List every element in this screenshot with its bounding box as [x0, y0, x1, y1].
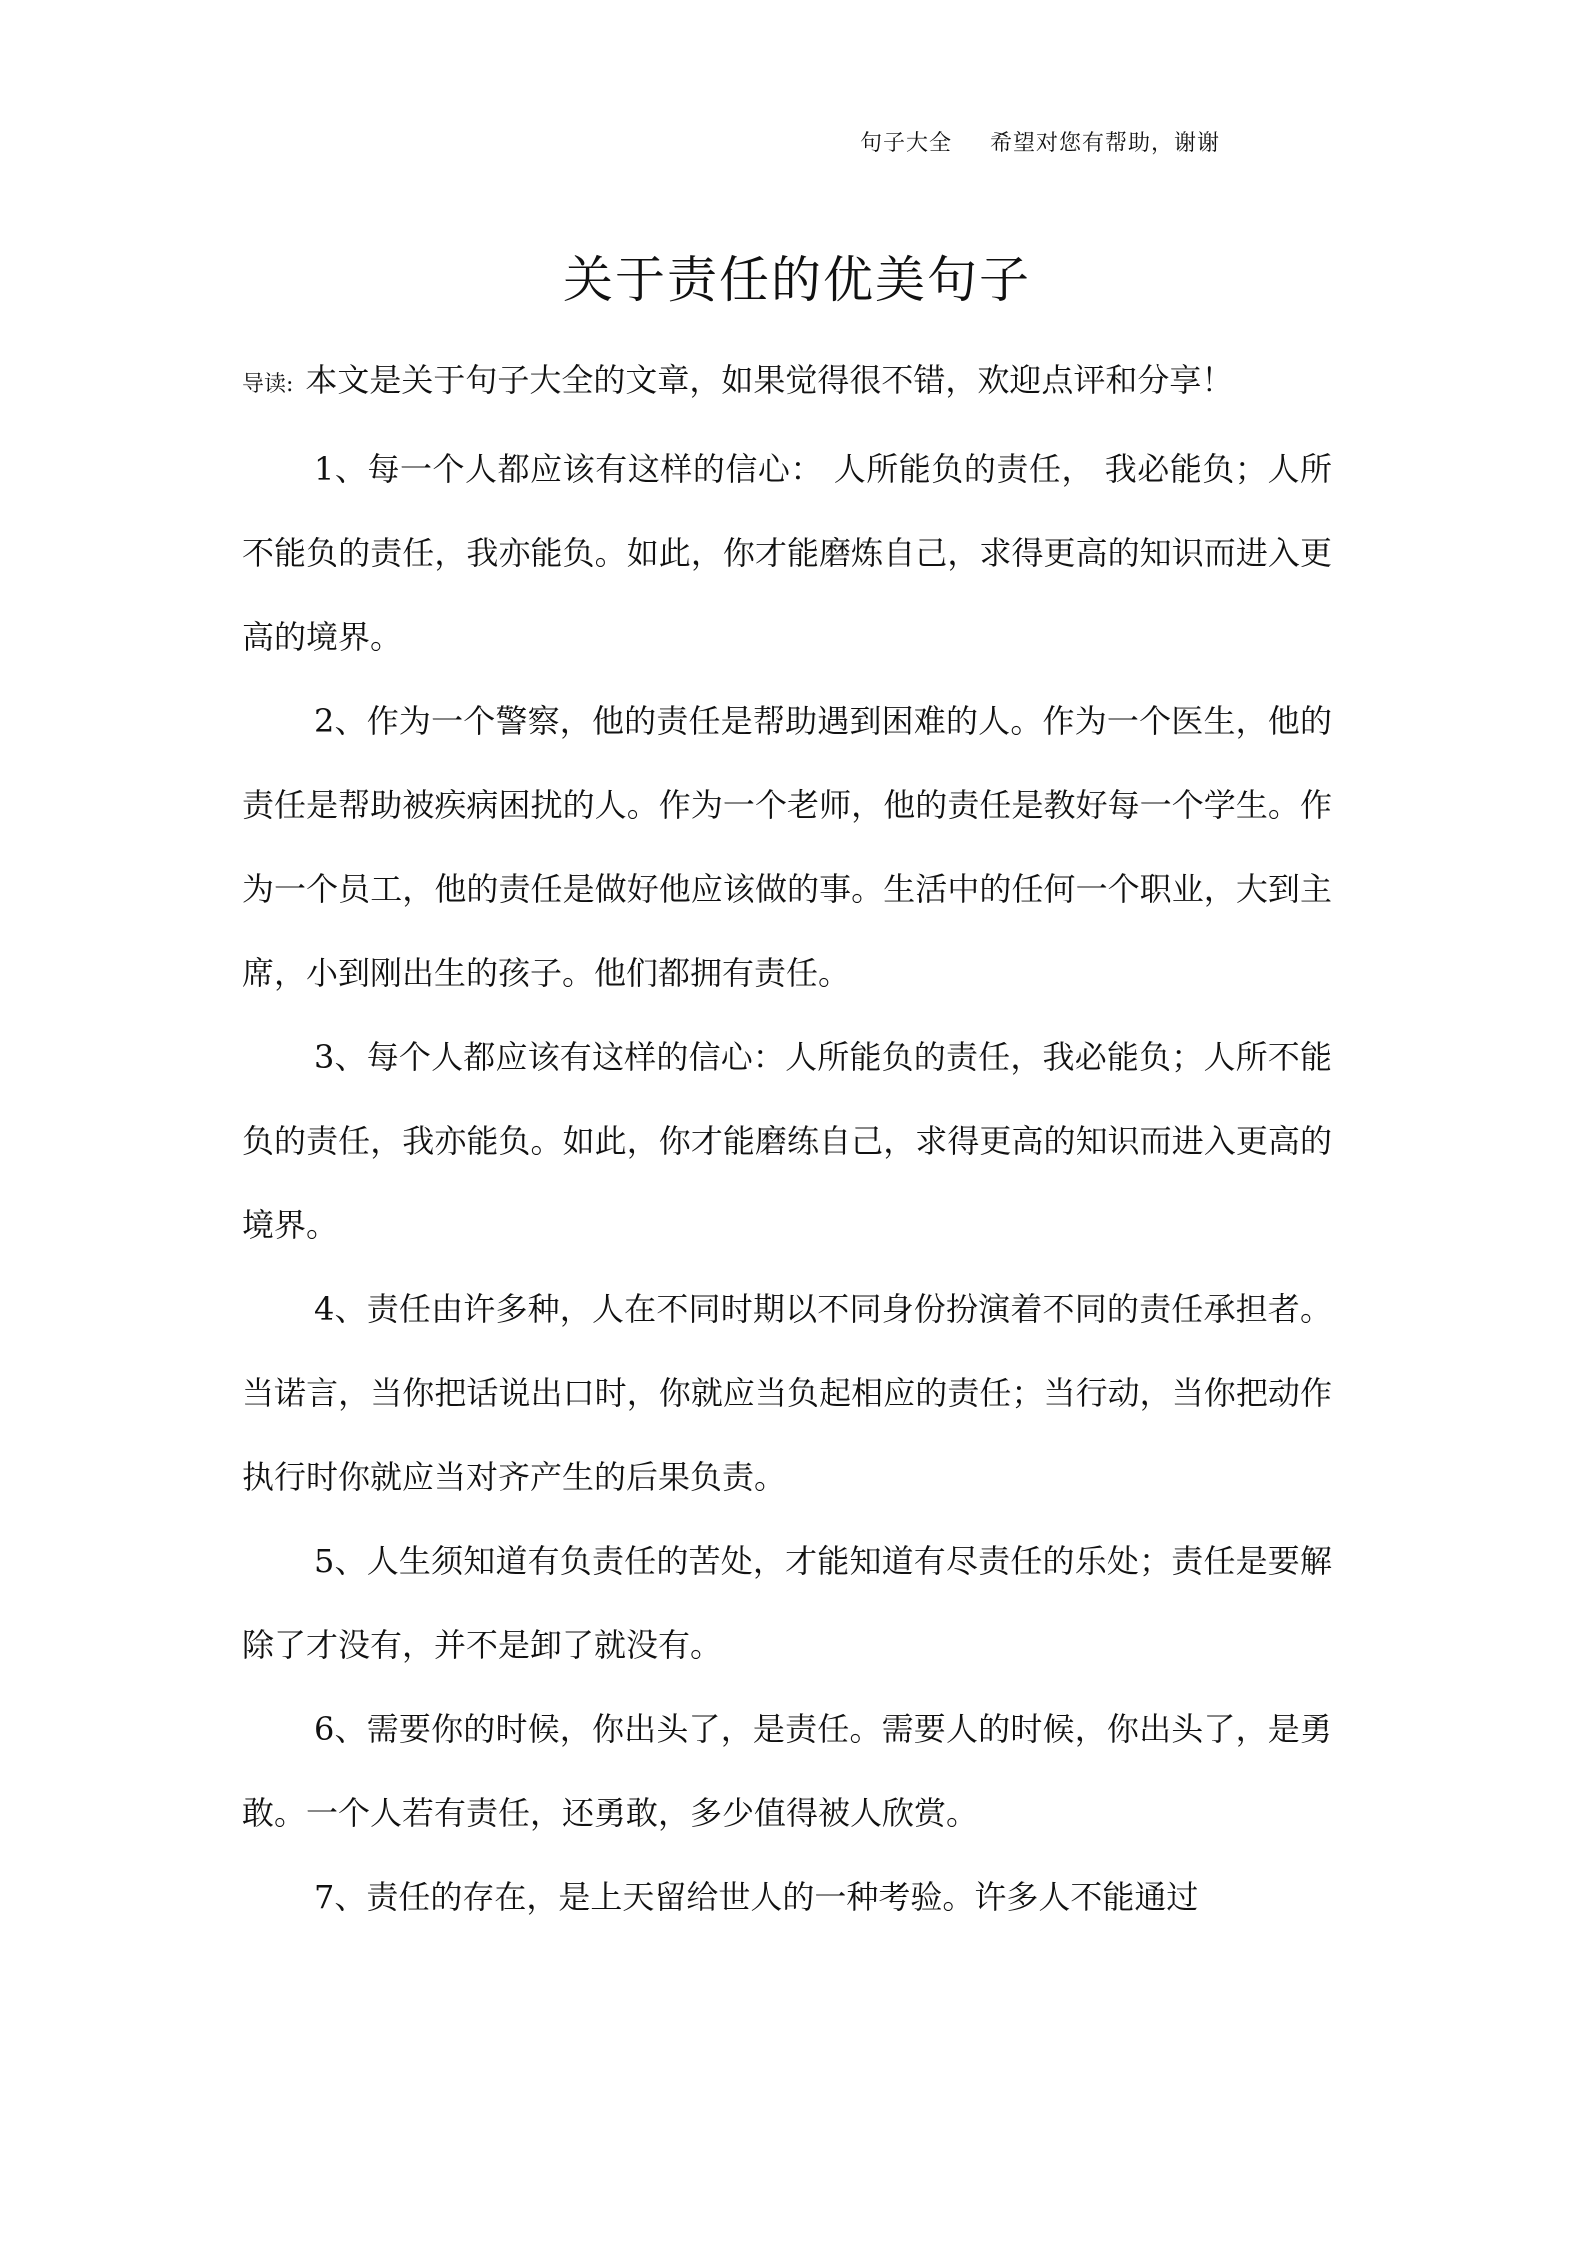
paragraph-1: 1、每一个人都应该有这样的信心： 人所能负的责任， 我必能负；人所不能负的责任，我亦能负。如此，你才能磨炼自己，求得更高的知识而进入更高的境界。 [242, 450, 1332, 656]
header-left-text: 句子大全 [860, 131, 953, 156]
paragraph-7: 7、责任的存在，是上天留给世人的一种考验。许多人不能通过 [314, 1878, 1199, 1916]
paragraph-6: 6、需要你的时候，你出头了，是责任。需要人的时候，你出头了，是勇敢。一个人若有责任，还勇敢，多少值得被人欣赏。 [242, 1710, 1332, 1832]
document-title: 关于责任的优美句子 [563, 251, 1031, 309]
paragraph-4: 4、责任由许多种，人在不同时期以不同身份扮演着不同的责任承担者。当诺言，当你把话说出口时，你就应当负起相应的责任；当行动，当你把动作执行时你就应当对齐产生的后果负责。 [242, 1290, 1332, 1496]
header-right-text: 希望对您有帮助，谢谢 [990, 131, 1221, 156]
paragraph-3: 3、每个人都应该有这样的信心：人所能负的责任，我必能负；人所不能负的责任，我亦能负。如此，你才能磨练自己，求得更高的知识而进入更高的境界。 [242, 1038, 1332, 1244]
intro-text: 本文是关于句子大全的文章，如果觉得很不错，欢迎点评和分享！ [305, 361, 1234, 399]
paragraph-5: 5、人生须知道有负责任的苦处，才能知道有尽责任的乐处；责任是要解除了才没有，并不是卸了就没有。 [242, 1542, 1332, 1664]
intro-label: 导读: [242, 372, 294, 397]
intro-paragraph [242, 338, 1332, 427]
paragraph-2: 2、作为一个警察，他的责任是帮助遇到困难的人。作为一个医生，他的责任是帮助被疾病困扰的人。作为一个老师，他的责任是教好每一个学生。作为一个员工，他的责任是做好他应该做的事。生活中的任何一个职业，大到主席，小到刚出生的孩子。他们都拥有责任。 [242, 702, 1332, 992]
page-header [860, 126, 1220, 157]
document-body [242, 338, 1332, 1939]
